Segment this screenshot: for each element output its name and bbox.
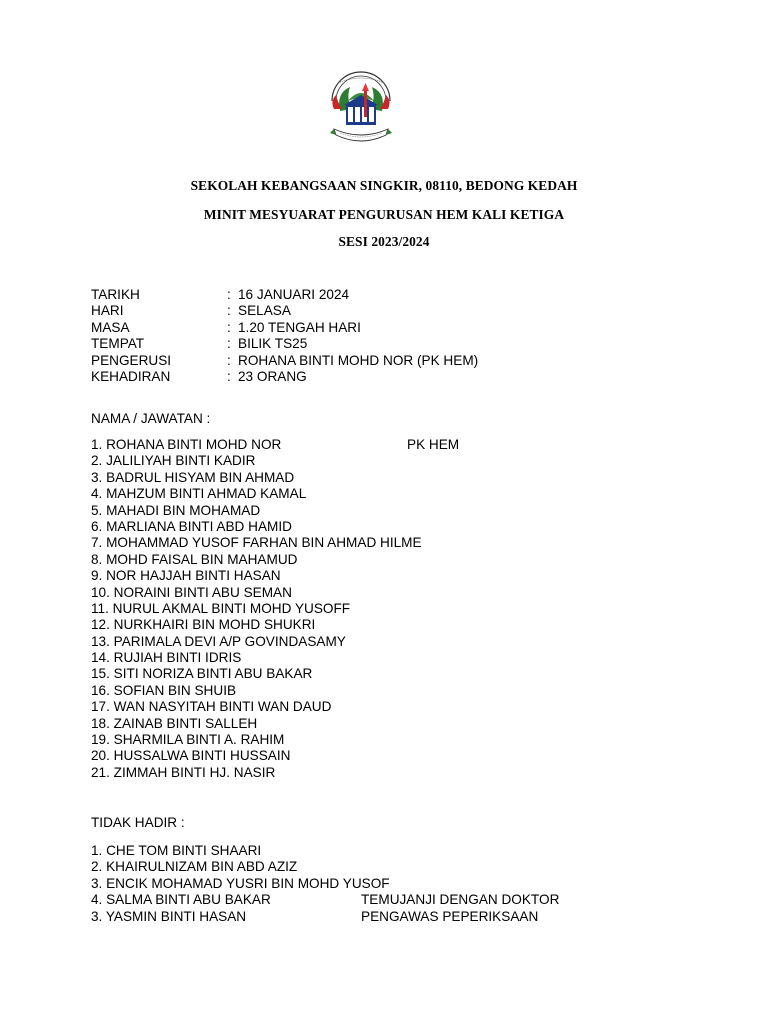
person-name: 3. ENCIK MOHAMAD YUSRI BIN MOHD YUSOF	[91, 875, 390, 891]
info-label: TEMPAT	[91, 336, 145, 352]
info-value: 1.20 TENGAH HARI	[238, 319, 361, 335]
person-name: 3. BADRUL HISYAM BIN AHMAD	[91, 469, 295, 485]
school-crest-icon	[326, 71, 396, 149]
info-label: KEHADIRAN	[91, 368, 171, 384]
info-value: SELASA	[238, 303, 291, 319]
person-name: 7. MOHAMMAD YUSOF FARHAN BIN AHMAD HILME	[91, 535, 422, 551]
info-colon: :	[227, 352, 231, 368]
info-colon: :	[227, 303, 231, 319]
person-name: 11. NURUL AKMAL BINTI MOHD YUSOFF	[91, 600, 351, 616]
info-colon: :	[227, 368, 231, 384]
person-name: 19. SHARMILA BINTI A. RAHIM	[91, 732, 285, 748]
info-label: TARIKH	[91, 287, 140, 302]
info-colon: :	[227, 336, 231, 352]
person-name: 10. NORAINI BINTI ABU SEMAN	[91, 584, 292, 600]
person-name: 15. SITI NORIZA BINTI ABU BAKAR	[91, 666, 313, 682]
person-name: 2. JALILIYAH BINTI KADIR	[91, 453, 256, 469]
person-name: 2. KHAIRULNIZAM BIN ABD AZIZ	[91, 859, 298, 875]
absence-reason: PENGAWAS PEPERIKSAAN	[361, 908, 539, 924]
person-name: 9. NOR HAJJAH BINTI HASAN	[91, 568, 281, 584]
info-value: 16 JANUARI 2024	[238, 287, 350, 302]
minutes-title-heading: MINIT MESYUARAT PENGURUSAN HEM KALI KETIGA	[203, 207, 565, 222]
absent-heading: TIDAK HADIR :	[91, 815, 185, 830]
info-colon: :	[227, 319, 231, 335]
person-name: 4. SALMA BINTI ABU BAKAR	[91, 892, 271, 908]
session-heading: SESI 2023/2024	[338, 234, 430, 249]
info-value: 23 ORANG	[238, 368, 307, 384]
person-name: 1. ROHANA BINTI MOHD NOR	[91, 437, 282, 452]
info-label: MASA	[91, 319, 130, 335]
person-role: PK HEM	[407, 437, 460, 452]
info-colon: :	[227, 287, 231, 302]
person-name: 12. NURKHAIRI BIN MOHD SHUKRI	[91, 617, 316, 633]
person-name: 13. PARIMALA DEVI A/P GOVINDASAMY	[91, 633, 346, 649]
person-name: 4. MAHZUM BINTI AHMAD KAMAL	[91, 486, 307, 502]
person-name: 14. RUJIAH BINTI IDRIS	[91, 650, 242, 666]
attendees-heading: NAMA / JAWATAN :	[91, 411, 211, 426]
info-label: PENGERUSI	[91, 352, 172, 368]
person-name: 17. WAN NASYITAH BINTI WAN DAUD	[91, 699, 332, 715]
info-label: HARI	[91, 303, 124, 319]
school-name-heading: SEKOLAH KEBANGSAAN SINGKIR, 08110, BEDONG KEDAH	[190, 178, 578, 193]
info-value: BILIK TS25	[238, 336, 308, 352]
person-name: 6. MARLIANA BINTI ABD HAMID	[91, 518, 292, 534]
person-name: 5. MAHADI BIN MOHAMAD	[91, 502, 261, 518]
person-name: 20. HUSSALWA BINTI HUSSAIN	[91, 748, 291, 764]
info-value: ROHANA BINTI MOHD NOR (PK HEM)	[238, 352, 479, 368]
person-name: 18. ZAINAB BINTI SALLEH	[91, 715, 258, 731]
person-name: 3. YASMIN BINTI HASAN	[91, 908, 247, 924]
person-name: 16. SOFIAN BIN SHUIB	[91, 682, 237, 698]
absence-reason: TEMUJANJI DENGAN DOKTOR	[361, 892, 560, 908]
person-name: 1. CHE TOM BINTI SHAARI	[91, 843, 262, 858]
person-name: 8. MOHD FAISAL BIN MAHAMUD	[91, 551, 298, 567]
person-name: 21. ZIMMAH BINTI HJ. NASIR	[91, 764, 276, 780]
